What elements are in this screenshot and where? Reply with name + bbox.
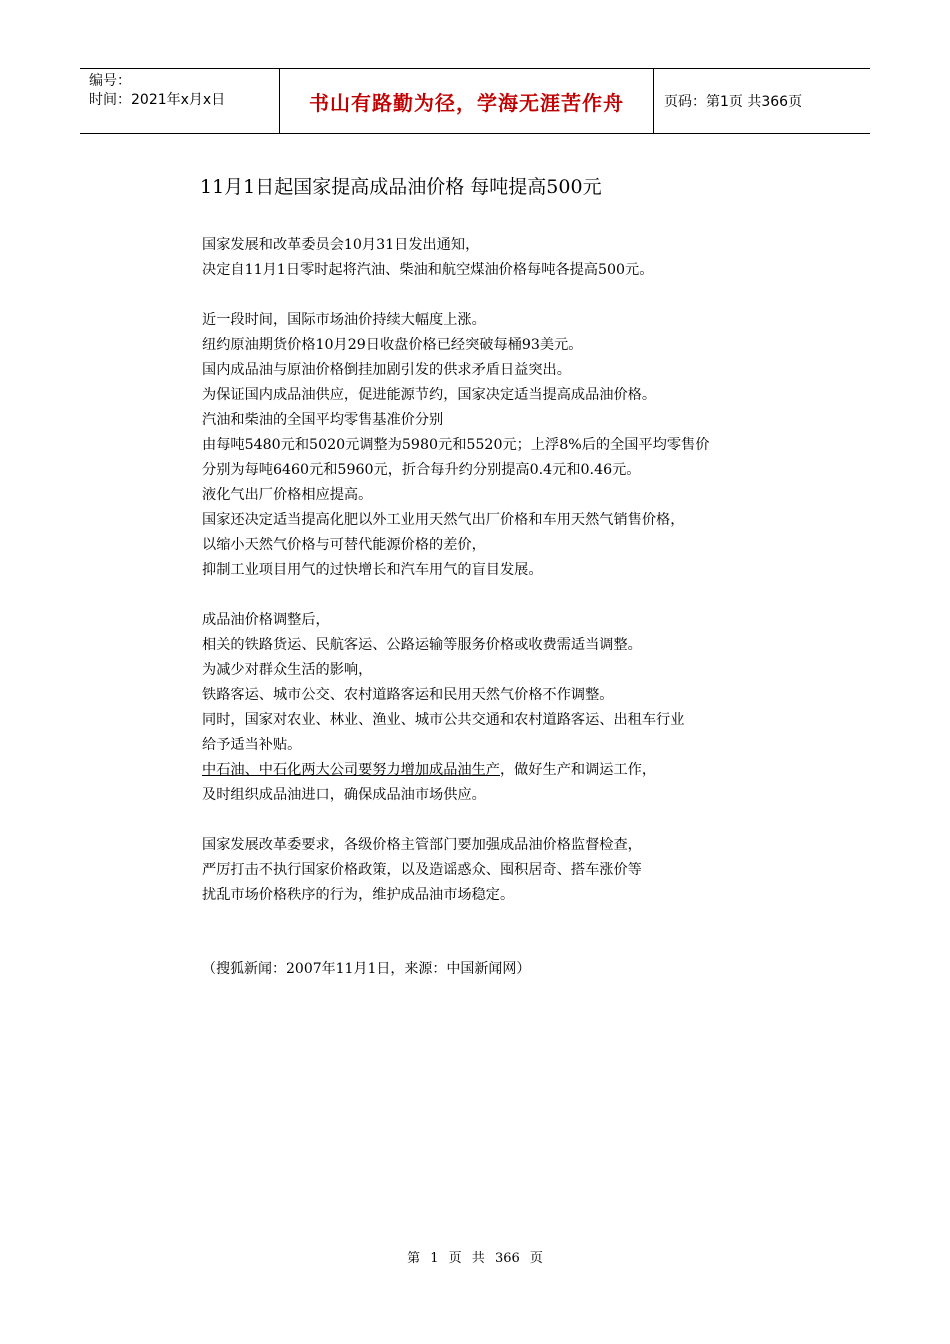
source-note: （搜狐新闻：2007年11月1日，来源：中国新闻网） (202, 961, 531, 977)
paragraph-line: 铁路客运、城市公交、农村道路客运和民用天然气价格不作调整。 (202, 687, 614, 703)
time-label: 时间：2021年x月x日 (89, 92, 226, 108)
page-info: 页码：第1页 共366页 (664, 94, 803, 110)
text-after-underline: ，做好生产和调运工作， (499, 762, 657, 778)
paragraph-line: 国内成品油与原油价格倒挂加剧引发的供求矛盾日益突出。 (202, 362, 571, 378)
paragraph-line: 分别为每吨6460元和5960元，折合每升约分别提高0.4元和0.46元。 (202, 462, 641, 478)
paragraph-line: 近一段时间，国际市场油价持续大幅度上涨。 (202, 312, 486, 328)
footer-page-number: 1 (430, 1251, 439, 1266)
paragraph-line: 液化气出厂价格相应提高。 (202, 487, 373, 503)
paragraph-line: 为减少对群众生活的影响， (202, 662, 373, 678)
number-label: 编号： (89, 73, 131, 89)
paragraph-line: 纽约原油期货价格10月29日收盘价格已经突破每桶93美元。 (202, 337, 583, 353)
footer-total-pages: 366 (494, 1251, 520, 1266)
paragraph-line: 相关的铁路货运、民航客运、公路运输等服务价格或收费需适当调整。 (202, 637, 642, 653)
paragraph-line: 抑制工业项目用气的过快增长和汽车用气的盲目发展。 (202, 562, 543, 578)
paragraph-line: 给予适当补贴。 (202, 737, 302, 753)
header-page-info (654, 69, 870, 133)
underlined-text: 中石油、中石化两大公司要努力增加成品油生产 (202, 762, 500, 778)
page-footer (0, 1247, 950, 1266)
article-body (202, 233, 822, 908)
header-motto-cell (280, 69, 654, 133)
paragraph-line: 决定自11月1日零时起将汽油、柴油和航空煤油价格每吨各提高500元。 (202, 262, 654, 278)
paragraph-line: 国家还决定适当提高化肥以外工业用天然气出厂价格和车用天然气销售价格， (202, 512, 685, 528)
paragraph-line (202, 758, 822, 783)
footer-ye: 页 (448, 1251, 462, 1266)
paragraph-line: 国家发展和改革委员会10月31日发出通知， (202, 237, 480, 253)
page-header (80, 68, 870, 134)
paragraph-line: 及时组织成品油进口，确保成品油市场供应。 (202, 787, 486, 803)
header-meta (80, 69, 280, 133)
article-title: 11月1日起国家提高成品油价格 每吨提高500元 (200, 176, 602, 198)
paragraph-line: 扰乱市场价格秩序的行为，维护成品油市场稳定。 (202, 887, 515, 903)
paragraph-line: 国家发展改革委要求，各级价格主管部门要加强成品油价格监督检查， (202, 837, 642, 853)
paragraph-line: 由每吨5480元和5020元调整为5980元和5520元；上浮8%后的全国平均零售价 (202, 437, 710, 453)
paragraph-line: 以缩小天然气价格与可替代能源价格的差价， (202, 537, 486, 553)
motto: 书山有路勤为径，学海无涯苦作舟 (309, 90, 624, 115)
paragraph-line: 为保证国内成品油供应，促进能源节约，国家决定适当提高成品油价格。 (202, 387, 657, 403)
paragraph-line: 严厉打击不执行国家价格政策，以及造谣惑众、囤积居奇、搭车涨价等 (202, 862, 642, 878)
footer-gong: 共 (471, 1251, 485, 1266)
footer-ye-2: 页 (529, 1251, 543, 1266)
paragraph-line: 同时，国家对农业、林业、渔业、城市公共交通和农村道路客运、出租车行业 (202, 712, 685, 728)
footer-di: 第 (407, 1251, 421, 1266)
paragraph-line: 汽油和柴油的全国平均零售基准价分别 (202, 412, 444, 428)
paragraph-line: 成品油价格调整后， (202, 612, 330, 628)
